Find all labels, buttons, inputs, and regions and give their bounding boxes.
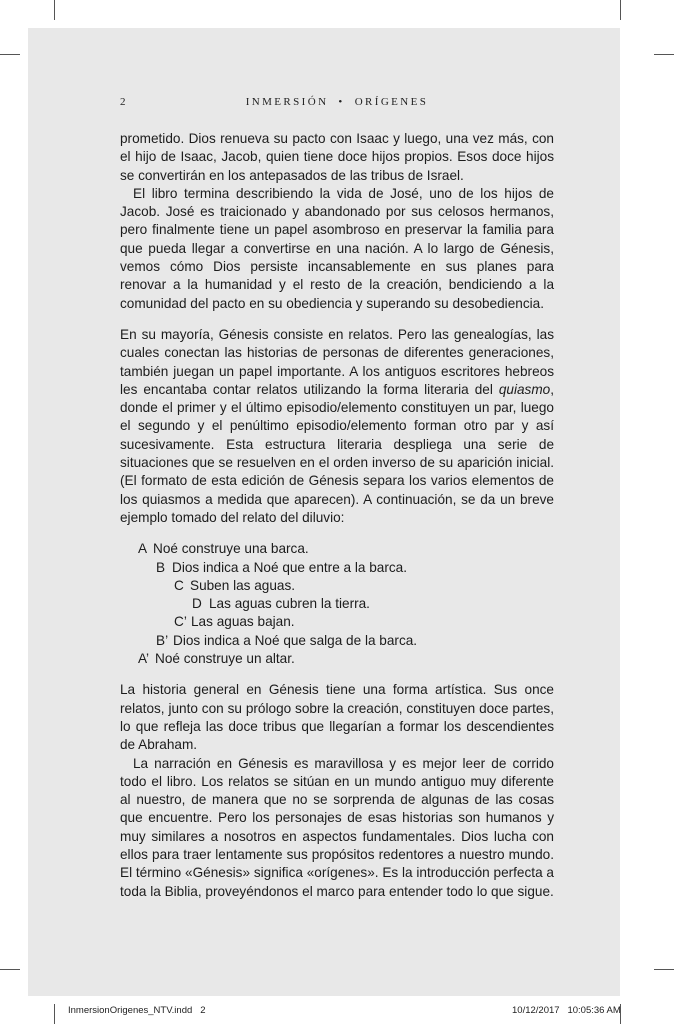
chiasm-row [120, 540, 554, 558]
chiasm-row [120, 595, 554, 613]
chiasm-text: Dios indica a Noé que salga de la barca. [173, 632, 418, 648]
chiasm-label: B [156, 559, 166, 575]
body-text [120, 130, 554, 901]
crop-mark-right-lower [654, 969, 674, 970]
chiasm-label: D [192, 596, 202, 612]
paragraph-text: , donde el primer y el último episodio/elemento constituyen un par, luego el segundo y el penúltimo episodio/elemento forman otro par y así sucesivamente. Esta estructura literaria despliega una serie de situaciones que se resuelven en el orden inverso de su aparición inicial. (El formato de esta edición de Génesis separa los varios elementos de los quiasmos a medida que aparecen). A continuación, se da un breve ejemplo tomado del relato del diluvio: [120, 381, 554, 525]
crop-mark-right-upper [654, 54, 674, 55]
crop-mark-top-right [620, 0, 621, 20]
chiasm-text: Dios indica a Noé que entre a la barca. [172, 559, 408, 575]
running-head-separator: • [338, 96, 345, 108]
running-head [120, 96, 554, 112]
chiasm-text: Noé construye un altar. [155, 651, 295, 667]
chiasm-example [120, 540, 554, 668]
chiasm-label: A [138, 541, 148, 557]
chiasm-row [120, 577, 554, 595]
chiasm-row [120, 632, 554, 650]
chiasm-text: Noé construye una barca. [153, 541, 309, 557]
chiasm-label: A’ [138, 651, 150, 667]
chiasm-row [120, 650, 554, 668]
slug-file-name: InmersionOrigenes_NTV.indd 2 [68, 1005, 206, 1016]
chiasm-text: Suben las aguas. [190, 577, 296, 593]
paragraph: prometido. Dios renueva su pacto con Isaac y luego, una vez más, con el hijo de Isaac, Jacob, quien tiene doce hijos propios. Esos doce hijos se convertirán en los antepasados de las tribus de Israel. [120, 131, 554, 183]
paragraph: El libro termina describiendo la vida de José, uno de los hijos de Jacob. José es traicionado y abandonado por sus celosos hermanos, pero finalmente tiene un papel asombroso en preservar la familia para que pueda llegar a convertirse en una nación. A lo largo de Génesis, vemos cómo Dios persiste incansablemente en sus planes para renovar a la humanidad y el resto de la creación, bendiciendo a la comunidad del pacto en su obediencia y superando su desobediencia. [120, 185, 554, 311]
crop-mark-top-left [54, 0, 55, 20]
chiasm-row [120, 559, 554, 577]
paragraph-text: En su mayoría, Génesis consiste en relatos. Pero las genealogías, las cuales conectan las historias de personas de diferentes generaciones, también juegan un papel importante. A los antiguos escritores hebreos les encantaba contar relatos utilizando la forma literaria del [120, 326, 554, 397]
chiasm-label: C [174, 577, 184, 593]
running-head-title [120, 96, 554, 108]
paragraph-quiasmo [120, 326, 554, 527]
chiasm-label: B’ [156, 632, 169, 648]
slug-date-time: 10/12/2017 10:05:36 AM [512, 1005, 621, 1016]
crop-mark-bottom-left [54, 1004, 55, 1024]
running-head-title-left: INMERSIÓN [245, 96, 329, 108]
chiasm-label: C’ [174, 614, 187, 630]
page-number: 2 [120, 96, 126, 108]
running-head-title-right: ORÍGENES [354, 96, 429, 108]
chiasm-text: Las aguas cubren la tierra. [209, 596, 370, 612]
chiasm-row [120, 613, 554, 631]
chiasm-text: Las aguas bajan. [191, 614, 295, 630]
paragraph: La narración en Génesis es maravillosa y es mejor leer de corrido todo el libro. Los relatos se sitúan en un mundo antiguo muy diferente al nuestro, de manera que no se sorprenda de algunas de las cosas que encuentre. Pero los personajes de esas historias son humanos y muy similares a nosotros en aspectos fundamentales. Dios lucha con ellos para traer lentamente sus propósitos redentores a nuestro mundo. El término «Génesis» significa «orígenes». Es la introducción perfecta a toda la Biblia, proveyéndonos el marco para entender todo lo que sigue. [120, 755, 554, 899]
crop-mark-left-lower [0, 969, 20, 970]
italic-term: quiasmo [498, 381, 551, 397]
crop-mark-left-upper [0, 54, 20, 55]
paragraph: La historia general en Génesis tiene una forma artística. Sus once relatos, junto con su prólogo sobre la creación, constituyen doce partes, lo que refleja las doce tribus que llegarían a formar los descendientes de Abraham. [120, 682, 554, 753]
